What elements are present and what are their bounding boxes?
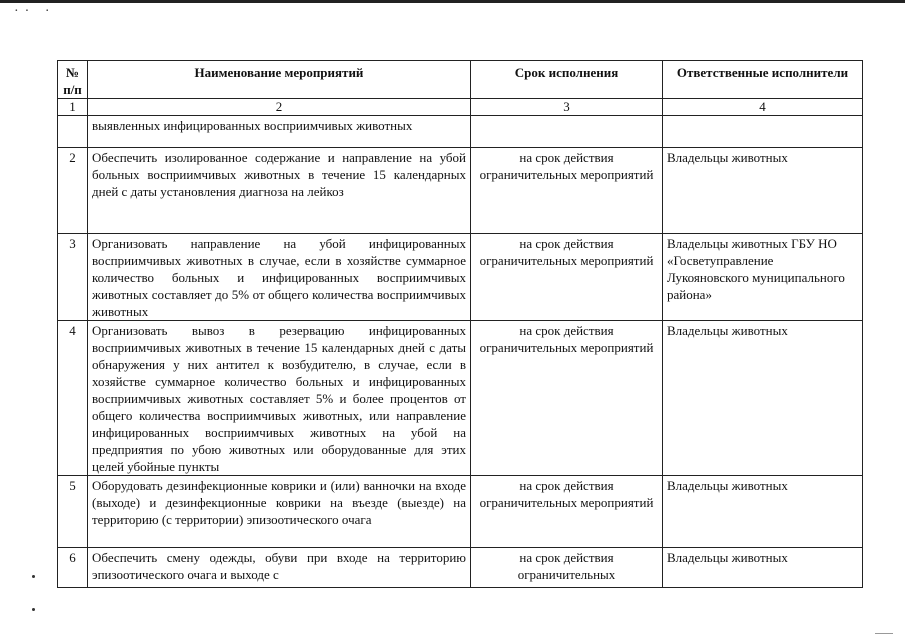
table-row [58,148,863,234]
header-term: Срок исполнения [471,61,663,99]
row-resp: Владельцы животных [663,548,863,588]
col-number: 2 [88,99,471,116]
row-resp: Владельцы животных [663,148,863,234]
table-row [58,116,863,148]
row-num: 6 [58,548,88,588]
table-row [58,234,863,321]
table-row [58,321,863,476]
top-border-line [0,0,905,3]
row-num: 2 [58,148,88,234]
row-num [58,116,88,148]
row-resp: Владельцы животных [663,321,863,476]
row-desc: Обеспечить смену одежды, обуви при входе на территорию эпизоотического очага и выходе с [88,548,471,588]
row-num: 3 [58,234,88,321]
row-term: на срок действия ограничительных [471,548,663,588]
row-desc: Организовать направление на убой инфицированных восприимчивых животных в случае, если в хозяйстве суммарное количество больных и инфицированных восприимчивых животных составляет до 5% от общего количества восприимчивых животных [88,234,471,321]
col-number: 1 [58,99,88,116]
row-term: на срок действия ограничительных мероприятий [471,476,663,548]
row-term [471,116,663,148]
col-number: 4 [663,99,863,116]
header-resp: Ответственные исполнители [663,61,863,99]
row-desc: Оборудовать дезинфекционные коврики и (или) ванночки на входе (выходе) и дезинфекционные коврики на въезде (выезде) на территорию (с территории) эпизоотического очага [88,476,471,548]
row-desc: Организовать вывоз в резервацию инфицированных восприимчивых животных в течение 15 календарных дней с даты обнаружения у них антител к возбудителю, в случае, если в хозяйстве суммарное количество больных и инфицированных восприимчивых животных составляет 5% и более процентов от общего количества восприимчивых животных, или направление инфицированных восприимчивых животных на убой на предприятия по убою животных или оборудованные для этих целей убойные пункты [88,321,471,476]
scan-artifact-dots: ·· · [14,4,56,19]
table-header-row [58,61,863,99]
measures-table [57,60,863,588]
margin-mark [32,608,35,611]
row-term: на срок действия ограничительных мероприятий [471,148,663,234]
row-num: 5 [58,476,88,548]
row-desc: выявленных инфицированных восприимчивых животных [88,116,471,148]
row-desc: Обеспечить изолированное содержание и направление на убой больных восприимчивых животных в течение 15 календарных дней с даты установления диагноза на лейкоз [88,148,471,234]
col-number: 3 [471,99,663,116]
corner-mark [875,633,893,634]
row-term: на срок действия ограничительных мероприятий [471,321,663,476]
row-resp [663,116,863,148]
table-row [58,548,863,588]
row-term: на срок действия ограничительных мероприятий [471,234,663,321]
row-resp: Владельцы животных [663,476,863,548]
header-name: Наименование мероприятий [88,61,471,99]
column-number-row [58,99,863,116]
margin-mark [32,575,35,578]
row-num: 4 [58,321,88,476]
table-row [58,476,863,548]
header-num: № п/п [58,61,88,99]
row-resp: Владельцы животных ГБУ НО «Госветуправление Лукояновского муниципального района» [663,234,863,321]
